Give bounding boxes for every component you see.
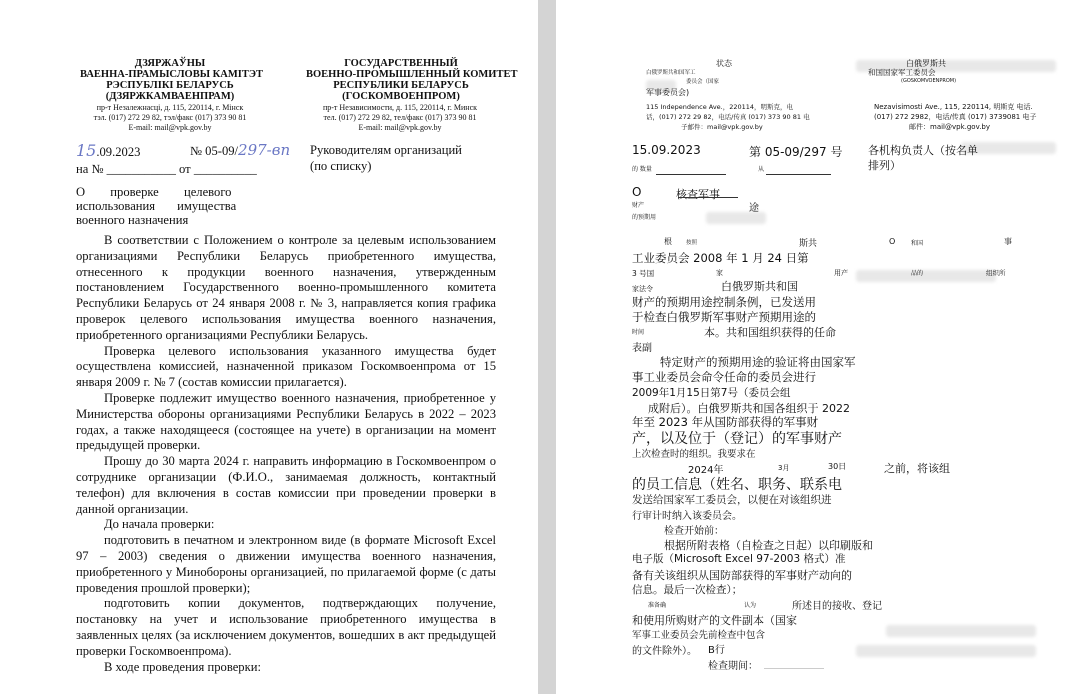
- address-right: [874, 102, 1036, 132]
- translated-page: [556, 0, 1080, 694]
- header-fragment: (GOSKOMVOENPROM): [901, 78, 957, 84]
- subject-fragment: 途: [749, 203, 759, 214]
- contact-line: пр-т Незалежнасці, д. 115, 220114, г. Мінск: [96, 103, 244, 112]
- date-printed: .09.2023: [96, 145, 141, 159]
- text-line: 2009年1月15日第7号（委员会组: [632, 387, 791, 399]
- text-line: 上次检查时的组织。我要求在: [632, 449, 756, 460]
- reference-date-line: [766, 164, 831, 175]
- addressee-line: 各机构负责人（按名单: [868, 144, 978, 157]
- subject-fragment: 财产: [632, 202, 645, 209]
- paragraph: В соответствии с Положением о контроле за целевым использованием организациями Республики Беларусь приобретенного имущества, отнесенного к продукции военного назначения, утвержденным постановлением Государственного военно-промышленного комитета Республики Беларусь от 24 января 2008 г. № 3, направляется копия графика проверок целевого использования имущества военного назначения, приобретенного организациями Республики Беларусь.: [76, 233, 496, 342]
- header-line: РЕСПУБЛИКИ БЕЛАРУСЬ: [333, 80, 469, 91]
- header-russian: [306, 58, 518, 102]
- contact-line: E-mail: mail@vpk.gov.by: [128, 123, 212, 132]
- header-fragment: 状态: [716, 59, 732, 68]
- contacts-belarusian: [70, 103, 270, 133]
- address-left: [646, 102, 810, 132]
- letter-body: [76, 233, 496, 675]
- deadline-year: 2024年: [688, 465, 724, 476]
- text-fragment: 按照: [686, 240, 698, 246]
- text-fragment: O: [889, 237, 896, 246]
- deadline-month: 3月: [778, 464, 790, 472]
- text-fragment: 时间: [632, 329, 645, 336]
- text-line: 表副: [632, 343, 652, 354]
- text-line: 军事工业委员会先前检查中包含: [632, 630, 766, 641]
- paragraph: подготовить в печатном и электронном виде (в формате Microsoft Excel 97 – 2003) сведения о движении имущества военного назначения, приобретенного у Минобороны организацией, по прилагаемой форме (с даты проведения прошлой проверки);: [76, 533, 496, 595]
- text-line: 行审计时纳入该委员会。: [632, 511, 742, 522]
- contact-line: тел. (017) 272 29 82, тел/факс (017) 373 90 81: [323, 113, 477, 122]
- paragraph: В ходе проведения проверки:: [104, 659, 261, 674]
- reference-from-label: 从: [758, 166, 765, 173]
- header-line: ГОСУДАРСТВЕННЫЙ: [344, 58, 458, 69]
- number-handwritten: 297-вп: [238, 141, 291, 159]
- paragraph: подготовить копии документов, подтверждающих получение, постановку на учет и использование приобретенного имущества в заявленных целях (за исключением документов, вошедших в акт предыдущей проверки Госкомвоенпрома).: [76, 596, 496, 658]
- header-belarusian: [80, 58, 263, 102]
- paragraph: Прошу до 30 марта 2024 г. направить информацию в Госкомвоенпром о сотруднике организации (Ф.И.О., занимаемая должность, контактный телефон) для включения в состав комиссии при проведении проверки в данной организации.: [76, 454, 496, 516]
- text-fragment: 事: [1004, 237, 1012, 246]
- redaction: [856, 645, 1036, 657]
- text-line: 产，以及位于（登记）的军事财产: [632, 431, 842, 447]
- page-gap: [538, 0, 556, 694]
- text-fragment: 准备确: [648, 602, 667, 609]
- text-line: 的员工信息（姓名、职务、联系电: [632, 477, 842, 493]
- text-line: 财产的预期用途控制条例，已发送用: [632, 295, 816, 309]
- text-line: 成附后）。白俄罗斯共和国各组织于 2022: [648, 402, 850, 415]
- header-fragment: 和国国家军工委员会: [868, 68, 936, 77]
- text-fragment: B行: [708, 645, 725, 656]
- reference-number-line: [656, 164, 726, 175]
- paragraph: До начала проверки:: [104, 517, 215, 532]
- text-fragment: 用产: [834, 269, 848, 277]
- text-fragment: 3 号国: [632, 269, 655, 278]
- text-line: 之前，将该组: [884, 462, 950, 475]
- address-line: 话，(017) 272 29 82，电话/传真 (017) 373 90 81 电: [646, 113, 810, 121]
- text-fragment: 家法令: [632, 285, 653, 293]
- address-line: 115 Independence Ave.，220114，明斯克，电: [646, 103, 794, 111]
- text-line: 备有关该组织从国防部获得的军事财产动向的: [632, 569, 852, 582]
- letter-date: [76, 143, 140, 161]
- contact-line: E-mail: mail@vpk.gov.by: [358, 123, 442, 132]
- subject-line: О проверке целевого: [76, 185, 232, 199]
- contacts-russian: [300, 103, 500, 133]
- text-fragment: 根: [664, 237, 672, 246]
- paragraph: Проверке подлежит имущество военного назначения, приобретенное у Министерства обороны организациями Республики Беларусь в 2022 – 2023 годах, а также находящееся (состоящее на учете) в организации на момент предыдущей проверки.: [76, 390, 496, 453]
- contact-line: тэл. (017) 272 29 82, тэл/факс (017) 373 90 81: [93, 113, 247, 122]
- subject-line: использования имущества: [76, 198, 237, 213]
- addressee: [310, 143, 462, 175]
- subject-check: 核查军事: [676, 188, 720, 201]
- number-printed: № 05-09/: [190, 144, 239, 158]
- text-line: 事工业委员会命令任命的委员会进行: [632, 370, 816, 384]
- header-line: ВОЕННО-ПРОМЫШЛЕННЫЙ КОМИТЕТ: [306, 69, 518, 80]
- header-line: ВАЕННА-ПРАМЫСЛОВЫ КАМІТЭТ: [80, 69, 263, 80]
- header-line: (ГОСКОМВОЕНПРОМ): [342, 91, 460, 102]
- addressee-line: Руководителям организаций: [310, 143, 462, 157]
- subject-fragment: 的预期用: [632, 214, 657, 221]
- text-line: 信息。最后一次检查）；: [632, 584, 743, 596]
- text-line: 特定财产的预期用途的验证将由国家军: [660, 355, 856, 369]
- text-fragment: 家: [716, 269, 723, 277]
- text-line: 检查期间：: [708, 661, 758, 672]
- text-line: 的文件除外）。: [632, 646, 697, 657]
- text-fragment: 组织所: [986, 269, 1006, 277]
- header-line: РЭСПУБЛІКІ БЕЛАРУСЬ: [106, 80, 234, 91]
- redaction: [856, 270, 996, 282]
- redaction: [886, 625, 1036, 637]
- text-line: 所述目的接收、登记: [792, 601, 882, 612]
- addressee: [868, 143, 978, 173]
- text-line: 年至 2023 年从国防部获得的军事财: [632, 415, 819, 429]
- header-fragment: 白俄罗斯共和国军工: [646, 70, 696, 76]
- subject-line: военного назначения: [76, 212, 189, 227]
- text-line: 于检查白俄罗斯军事财产预期用途的: [632, 310, 816, 324]
- header-line: ДЗЯРЖАЎНЫ: [134, 58, 206, 69]
- header-fragment: 军事委员会): [646, 88, 690, 97]
- paragraph: Проверка целевого использования указанного имущества будет осуществлена комиссией, назначенной приказом Госкомвоенпрома от 15 января 2009 г. № 7 (состав комиссии прилагается).: [76, 343, 496, 390]
- text-line: 电子版（Microsoft Excel 97-2003 格式）准: [632, 553, 846, 565]
- reference-line: на № ___________ от __________: [76, 162, 257, 176]
- header-fragment: 白俄罗斯共: [906, 59, 946, 68]
- letter-number: [190, 143, 290, 160]
- address-line: 子邮件：mail@vpk.gov.by: [681, 123, 763, 131]
- original-page: [0, 0, 538, 694]
- subject-underline: [678, 197, 738, 198]
- text-fragment: 白俄罗斯共和国: [721, 280, 798, 293]
- address-line: (017) 272 2982，电话/传真 (017) 3739081 电子: [874, 113, 1037, 121]
- addressee-line: (по списку): [310, 158, 372, 173]
- text-line: 根据所附表格（自检查之日起）以印刷版和: [664, 539, 873, 552]
- text-line: 和使用所购财产的文件副本（国家: [632, 614, 797, 627]
- text-fragment: 品的: [911, 270, 924, 277]
- header-line: (ДЗЯРЖКАМВАЕНПРАМ): [105, 91, 235, 102]
- date-handwritten: 15: [76, 141, 97, 160]
- text-line: 工业委员会 2008 年 1 月 24 日第: [632, 251, 809, 265]
- header-fragment: 委员会（国家: [686, 79, 720, 85]
- address-line: 邮件：mail@vpk.gov.by: [909, 123, 990, 131]
- subject: [76, 186, 256, 227]
- address-line: Nezavisimosti Ave., 115, 220114, 明斯克 电话.: [874, 103, 1033, 111]
- text-fragment: 认为: [744, 602, 757, 609]
- letter-number: 第 05-09/297 号: [749, 145, 843, 159]
- text-underline: [764, 668, 824, 669]
- deadline-day: 30日: [828, 462, 847, 471]
- addressee-line: 排列）: [868, 159, 901, 172]
- contact-line: пр-т Независимости, д. 115, 220114, г. Минск: [322, 103, 478, 112]
- text-line: 检查开始前：: [664, 526, 724, 537]
- text-fragment: 斯共: [799, 239, 818, 249]
- text-line: 本。共和国组织获得的任命: [704, 326, 836, 339]
- text-fragment: 和国: [911, 240, 924, 247]
- subject-o: O: [632, 185, 642, 199]
- text-line: 发送给国家军工委员会，以便在对该组织进: [632, 494, 832, 506]
- letter-date: 15.09.2023: [632, 143, 701, 157]
- reference-label: 的 数量: [632, 166, 652, 173]
